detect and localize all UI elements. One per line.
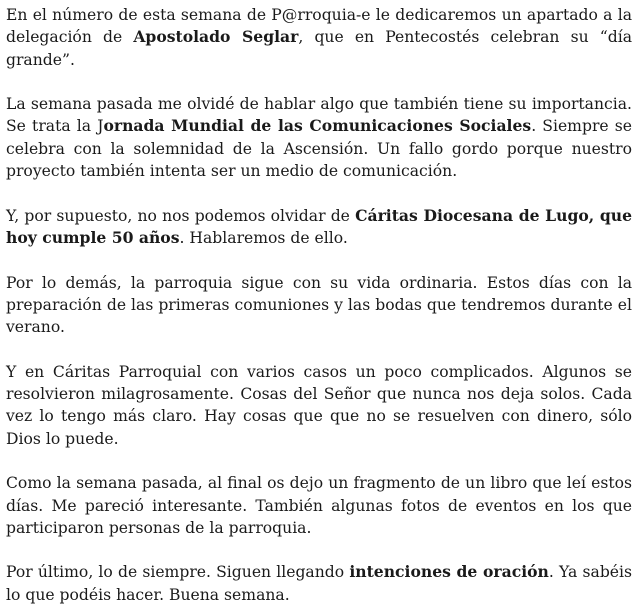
text-segment: . Siempre se celebra con la solemnidad de la Ascensión. Un fallo gordo porque nuestro proyecto también intenta ser un medio de comunicación. — [6, 117, 633, 181]
text-segment: Por último, lo de siempre. Siguen llegando — [6, 563, 350, 582]
text-segment: Y en Cáritas Parroquial con varios casos un poco complicados. Algunos se resolvieron milagrosamente. Cosas del Señor que nunca nos deja solos. Cada vez lo tengo más claro. Hay cosas que que no se resuelven con dinero, sólo Dios lo puede. — [6, 362, 632, 448]
text-segment: Y, por supuesto, no nos podemos olvidar de — [6, 206, 356, 225]
text-segment: Por lo demás, la parroquia sigue con su vida ordinaria. Estos días con la preparación de las primeras comuniones y las bodas que tendremos durante el verano. — [6, 273, 632, 337]
bold-text-segment: ornada Mundial de las Comunicaciones Sociales — [103, 116, 532, 136]
paragraph-comunicaciones — [6, 93, 632, 182]
text-segment: . Ya sabéis lo que podéis hacer. Buena semana. — [6, 563, 633, 604]
text-segment: , que en Pentecostés celebran su “día grande”. — [6, 28, 632, 69]
paragraph-caritas-diocesana — [6, 205, 632, 250]
text-segment: La semana pasada me olvidé de hablar algo que también tiene su importancia. Se trata la J — [6, 95, 632, 136]
bold-text-segment: Cáritas Diocesana de Lugo, que hoy cumple 50 años — [6, 205, 632, 247]
bold-text-segment: intenciones de oración — [349, 562, 549, 582]
text-segment: Como la semana pasada, al final os dejo un fragmento de un libro que leí estos días. Me pareció interesante. También algunas fotos de eventos en los que participaron personas de la parroquia. — [6, 474, 632, 537]
paragraph-vida-ordinaria — [6, 272, 632, 339]
paragraph-apostolado — [6, 4, 632, 71]
paragraph-caritas-parroquial — [6, 361, 632, 450]
paragraph-intenciones — [6, 561, 632, 606]
paragraph-fragmento-libro — [6, 472, 632, 539]
text-segment: . Hablaremos de ello. — [179, 228, 348, 247]
text-segment: En el número de esta semana de P@rroquia-e le dedicaremos un apartado a la delegación de — [6, 6, 632, 47]
bold-text-segment: Apostolado Seglar — [133, 27, 299, 47]
